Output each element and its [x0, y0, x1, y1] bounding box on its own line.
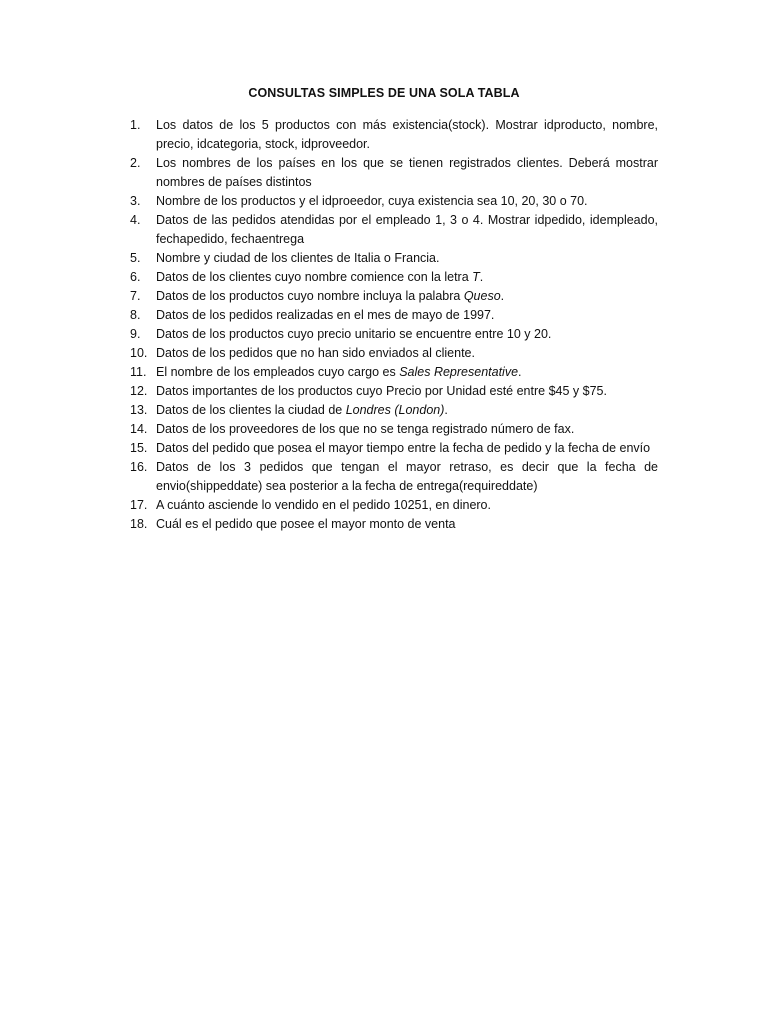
item-text-before: Datos de los clientes la ciudad de [156, 403, 346, 417]
item-text-before: Datos de los productos cuyo nombre incluya la palabra [156, 289, 464, 303]
list-item [130, 458, 658, 496]
item-text [156, 268, 658, 287]
list-item [130, 344, 658, 363]
item-number: 18. [130, 517, 148, 531]
item-number: 6. [130, 270, 141, 284]
item-text: Cuál es el pedido que posee el mayor monto de venta [156, 517, 456, 531]
list-item [130, 496, 658, 515]
item-number: 1. [130, 118, 141, 132]
item-number: 11. [130, 365, 147, 379]
list-item [130, 306, 658, 325]
item-text-after: . [479, 270, 484, 284]
item-text-before: Datos de los clientes cuyo nombre comience con la letra [156, 270, 473, 284]
item-text-emphasis: Queso [463, 289, 501, 303]
item-text [156, 287, 658, 306]
list-item [130, 192, 658, 211]
item-number: 2. [130, 156, 141, 170]
item-number: 12. [130, 384, 148, 398]
list-item [130, 287, 658, 306]
query-list [130, 116, 658, 534]
item-text-emphasis: Sales Representative [399, 365, 519, 379]
item-text [156, 363, 658, 382]
item-number: 4. [130, 213, 141, 227]
item-text: Datos de los proveedores de los que no se tenga registrado número de fax. [156, 422, 575, 436]
list-item [130, 515, 658, 534]
item-number: 5. [130, 251, 141, 265]
item-number: 15. [130, 441, 148, 455]
item-text [156, 401, 658, 420]
list-item [130, 420, 658, 439]
item-text: Los datos de los 5 productos con más existencia(stock). Mostrar idproducto, nombre, precio, idcategoria, stock, idproveedor. [156, 118, 658, 151]
item-text-emphasis: Londres (London) [345, 403, 445, 417]
item-text: Datos de los pedidos que no han sido enviados al cliente. [156, 346, 475, 360]
item-text: Nombre y ciudad de los clientes de Italia o Francia. [156, 251, 440, 265]
list-item [130, 268, 658, 287]
item-text: Datos de los productos cuyo precio unitario se encuentre entre 10 y 20. [156, 327, 552, 341]
item-text: Datos de los 3 pedidos que tengan el mayor retraso, es decir que la fecha de envio(shippeddate) sea posterior a la fecha de entrega(requireddate) [156, 460, 658, 493]
item-text-after: . [518, 365, 522, 379]
list-item [130, 116, 658, 154]
list-item [130, 439, 658, 458]
item-number: 9. [130, 327, 141, 341]
item-text: Datos de las pedidos atendidas por el empleado 1, 3 o 4. Mostrar idpedido, idempleado, fechapedido, fechaentrega [156, 213, 658, 246]
item-text: Datos de los pedidos realizadas en el mes de mayo de 1997. [156, 308, 495, 322]
item-number: 14. [130, 422, 148, 436]
item-text-before: El nombre de los empleados cuyo cargo es [156, 365, 400, 379]
item-number: 7. [130, 289, 141, 303]
item-number: 17. [130, 498, 148, 512]
document-title: CONSULTAS SIMPLES DE UNA SOLA TABLA [248, 86, 520, 100]
item-text: Nombre de los productos y el idproeedor, cuya existencia sea 10, 20, 30 o 70. [156, 194, 588, 208]
list-item [130, 154, 658, 192]
item-text-after: . [500, 289, 505, 303]
list-item [130, 382, 658, 401]
item-number: 8. [130, 308, 141, 322]
item-number: 10. [130, 346, 148, 360]
item-text-emphasis: T [472, 270, 480, 284]
list-item [130, 249, 658, 268]
item-number: 3. [130, 194, 141, 208]
item-text: Datos del pedido que posea el mayor tiempo entre la fecha de pedido y la fecha de envío [156, 441, 651, 455]
item-text: A cuánto asciende lo vendido en el pedido 10251, en dinero. [156, 498, 491, 512]
item-text-after: . [444, 403, 448, 417]
item-number: 16. [130, 460, 148, 474]
item-text: Datos importantes de los productos cuyo Precio por Unidad esté entre $45 y $75. [156, 384, 607, 398]
list-item [130, 363, 658, 382]
list-item [130, 325, 658, 344]
list-item [130, 401, 658, 420]
item-text: Los nombres de los países en los que se tienen registrados clientes. Deberá mostrar nombres de países distintos [156, 156, 658, 189]
list-item [130, 211, 658, 249]
item-number: 13. [130, 403, 148, 417]
